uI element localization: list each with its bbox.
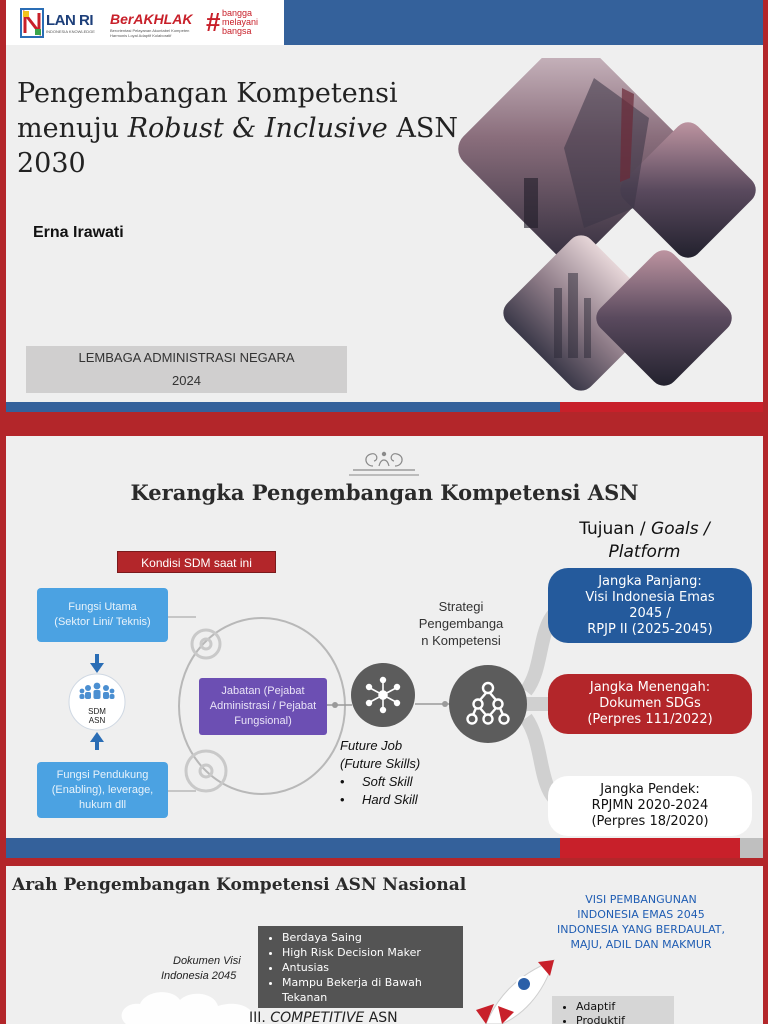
title-line: 2030 <box>17 148 86 179</box>
organization-box <box>26 346 347 393</box>
cover-photo-collage <box>444 58 763 402</box>
bangga-line: bangsa <box>222 26 252 36</box>
berakhlak-logo: BerAKHLAK <box>110 11 193 27</box>
fungsi-pendukung-line: (Enabling), leverage, <box>51 783 154 796</box>
bangga-line: bangga <box>222 8 253 18</box>
trait-item: • Produktif <box>576 1014 674 1024</box>
competitive-asn-label: III. COMPETITIVE ASN <box>249 1010 398 1024</box>
dokumen-line: Dokumen Visi <box>173 955 241 967</box>
organization-name: LEMBAGA ADMINISTRASI NEGARA <box>78 350 295 365</box>
footer-accent <box>560 402 763 412</box>
organization-year: 2024 <box>172 373 201 388</box>
sdm-label-line: ASN <box>88 716 106 725</box>
title-emphasis: Robust & Inclusive <box>127 113 388 144</box>
visi-heading <box>546 892 736 952</box>
competitive-emphasis: COMPETITIVE <box>270 1010 365 1024</box>
goal-line: Jangka Panjang: <box>598 573 702 589</box>
adapt-traits-list <box>552 996 674 1024</box>
future-skills-label: (Future Skills) <box>340 756 421 771</box>
fungsi-pendukung-line: hukum dll <box>78 798 127 811</box>
author-name: Erna Irawati <box>33 224 124 241</box>
goal-line: RPJMN 2020-2024 <box>591 798 709 813</box>
fungsi-utama-line: Fungsi Utama <box>68 601 137 613</box>
hierarchy-icon <box>448 664 528 744</box>
competitive-traits-list <box>258 926 463 1008</box>
goal-mid-term <box>548 674 752 734</box>
strategi-label <box>406 598 516 649</box>
future-job-text <box>340 737 420 809</box>
goal-line: Dokumen SDGs <box>599 696 701 711</box>
future-job-label: Future Job <box>340 738 403 753</box>
trait-item: • Berdaya Saing <box>282 930 463 945</box>
goal-line: (Perpres 18/2020) <box>591 814 709 829</box>
jabatan-box <box>199 678 327 735</box>
fungsi-utama-line: (Sektor Lini/ Teknis) <box>54 616 151 628</box>
slide-title: Kerangka Pengembangan Kompetensi ASN <box>130 480 639 505</box>
jabatan-line: Administrasi / Pejabat <box>209 700 317 712</box>
rocket-icon <box>468 954 558 1024</box>
slide-title <box>6 0 763 412</box>
goal-line: Jangka Menengah: <box>589 680 711 695</box>
goal-line: Visi Indonesia Emas <box>585 589 715 605</box>
hashtag-icon: # <box>206 7 221 37</box>
visi-line: MAJU, ADIL DAN MAKMUR <box>570 938 712 951</box>
title-line: menuju Robust & Inclusive ASN <box>17 113 458 144</box>
presentation-title <box>17 76 458 181</box>
strategi-line: Strategi <box>438 599 484 614</box>
fungsi-pendukung-line: Fungsi Pendukung <box>56 768 149 781</box>
lan-logo-text: LAN RI <box>46 12 93 29</box>
tujuan-platform: Platform <box>608 542 681 562</box>
slide-framework <box>6 436 763 858</box>
goal-short-term <box>548 776 752 836</box>
kondisi-label: Kondisi SDM saat ini <box>117 551 276 573</box>
fungsi-utama-box <box>37 588 168 642</box>
title-line: Pengembangan Kompetensi <box>17 78 398 109</box>
visi-line: INDONESIA YANG BERDAULAT, <box>557 923 725 936</box>
visi-line: INDONESIA EMAS 2045 <box>577 908 705 921</box>
strategi-line: Pengembanga <box>418 616 504 631</box>
goal-long-term <box>548 568 752 643</box>
lan-logo-subtext: INDONESIA KNOWLEDGE <box>46 29 95 34</box>
tujuan-heading: Tujuan / Goals / Platform <box>579 519 710 562</box>
skill-item: • Soft Skill <box>340 774 413 789</box>
dokumen-line: Indonesia 2045 <box>161 970 237 982</box>
trait-item: • Adaptif <box>576 1000 674 1014</box>
goal-line: 2045 / <box>629 605 671 621</box>
fungsi-pendukung-box <box>37 762 168 818</box>
skill-item: • Hard Skill <box>340 792 418 807</box>
bangga-melayani-logo <box>222 9 258 36</box>
goal-line: (Perpres 111/2022) <box>587 712 713 727</box>
sdm-label-line: SDM <box>88 707 106 716</box>
dokumen-visi-label <box>161 954 241 984</box>
jabatan-line: Jabatan (Pejabat <box>221 685 305 697</box>
tujuan-emphasis: Goals / <box>651 519 710 539</box>
footer-accent-grey <box>740 838 763 858</box>
berakhlak-tagline: Berorientasi Pelayanan Akuntabel Kompeten Harmonis Loyal Adaptif Kolaboratif <box>110 28 190 38</box>
goal-line: Jangka Pendek: <box>600 782 700 797</box>
lan-logo-icon <box>20 8 44 38</box>
visi-line: VISI PEMBANGUNAN <box>585 893 697 906</box>
trait-item: • Mampu Bekerja di Bawah Tekanan <box>282 975 463 1005</box>
jabatan-line: Fungsional) <box>234 715 292 727</box>
sdm-asn-label <box>68 707 126 725</box>
goal-line: RPJP II (2025-2045) <box>587 621 713 637</box>
slide-direction <box>6 866 763 1024</box>
trait-item: • High Risk Decision Maker <box>282 945 463 960</box>
footer-accent <box>560 838 763 858</box>
strategi-line: n Kompetensi <box>421 633 501 648</box>
trait-item: • Antusias <box>282 960 463 975</box>
slide-title: Arah Pengembangan Kompetensi ASN Nasional <box>12 875 467 895</box>
network-icon <box>350 662 416 728</box>
bangga-line: melayani <box>222 17 259 27</box>
